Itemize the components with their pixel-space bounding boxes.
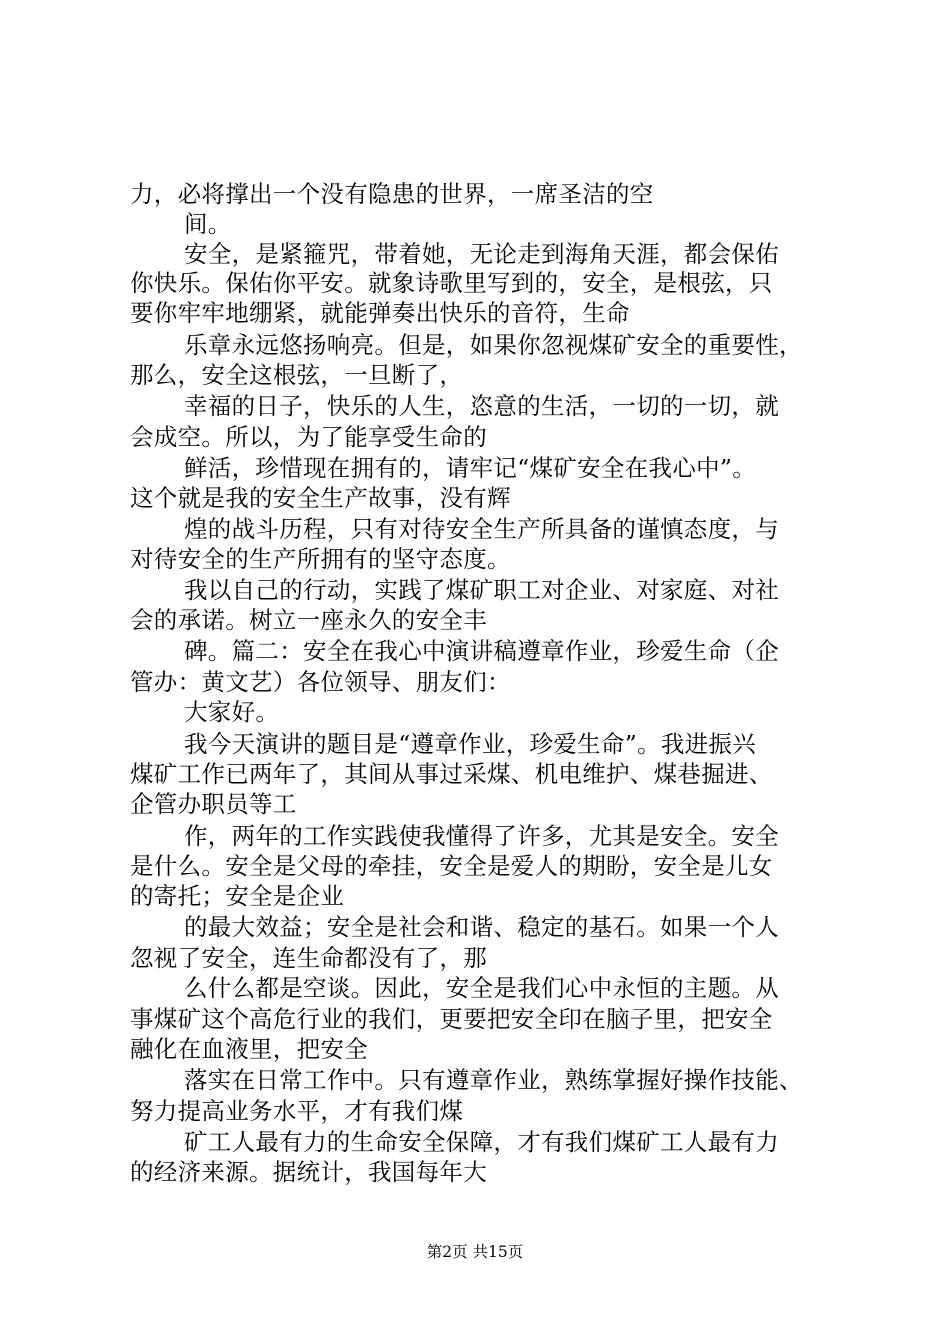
text-line: 这个就是我的安全生产故事，没有辉 (130, 484, 511, 512)
text-line: 么什么都是空谈。因此，安全是我们心中永恒的主题。从 (184, 974, 779, 1002)
text-line: 力，必将撑出一个没有隐患的世界，一席圣洁的空 (130, 180, 654, 208)
text-line: 乐章永远悠扬响亮。但是，如果你忽视煤矿安全的重要性， (184, 331, 803, 359)
text-line: 会成空。所以，为了能享受生命的 (130, 423, 487, 451)
text-line: 煌的战斗历程，只有对待安全生产所具备的谨慎态度，与 (184, 515, 779, 543)
text-line: 要你牢牢地绷紧，就能弹奏出快乐的音符，生命 (130, 299, 630, 327)
text-line: 的寄托；安全是企业 (130, 882, 345, 910)
text-line: 你快乐。保佑你平安。就象诗歌里写到的，安全，是根弦，只 (130, 269, 773, 297)
text-line: 鲜活，珍惜现在拥有的，请牢记“煤矿安全在我心中”。 (184, 454, 757, 482)
text-line: 忽视了安全，连生命都没有了，那 (130, 944, 487, 972)
text-line: 管办：黄文艺）各位领导、朋友们： (130, 668, 511, 696)
text-line: 是什么。安全是父母的牵挂，安全是爱人的期盼，安全是儿女 (130, 852, 773, 880)
text-line: 作，两年的工作实践使我懂得了许多，尤其是安全。安全 (184, 822, 779, 850)
text-line: 我今天演讲的题目是“遵章作业，珍爱生命”。我进振兴 (184, 730, 757, 758)
text-line: 会的承诺。树立一座永久的安全丰 (130, 606, 487, 634)
text-line: 融化在血液里，把安全 (130, 1035, 368, 1063)
text-line: 的最大效益；安全是社会和谐、稳定的基石。如果一个人 (184, 913, 779, 941)
page-number-footer: 第2页 共15页 (426, 1243, 524, 1261)
text-line: 对待安全的生产所拥有的坚守态度。 (130, 545, 511, 573)
text-line: 煤矿工作已两年了，其间从事过采煤、机电维护、煤巷掘进、 (130, 760, 773, 788)
text-line: 努力提高业务水平，才有我们煤 (130, 1097, 464, 1125)
text-line: 大家好。 (184, 698, 280, 726)
text-line: 间。 (184, 210, 232, 238)
text-line: 落实在日常工作中。只有遵章作业，熟练掌握好操作技能、 (184, 1066, 803, 1094)
text-line: 事煤矿这个高危行业的我们，更要把安全印在脑子里，把安全 (130, 1005, 773, 1033)
text-line: 碑。篇二：安全在我心中演讲稿遵章作业，珍爱生命（企 (184, 637, 779, 665)
text-line: 我以自己的行动，实践了煤矿职工对企业、对家庭、对社 (184, 576, 779, 604)
text-line: 的经济来源。据统计，我国每年大 (130, 1158, 487, 1186)
text-line: 企管办职员等工 (130, 790, 297, 818)
text-line: 矿工人最有力的生命安全保障，才有我们煤矿工人最有力 (184, 1128, 779, 1156)
text-line: 安全，是紧箍咒，带着她，无论走到海角天涯，都会保佑 (184, 240, 779, 268)
text-line: 那么，安全这根弦，一旦断了， (130, 361, 464, 389)
text-line: 幸福的日子，快乐的人生，恣意的生活，一切的一切，就 (184, 392, 779, 420)
